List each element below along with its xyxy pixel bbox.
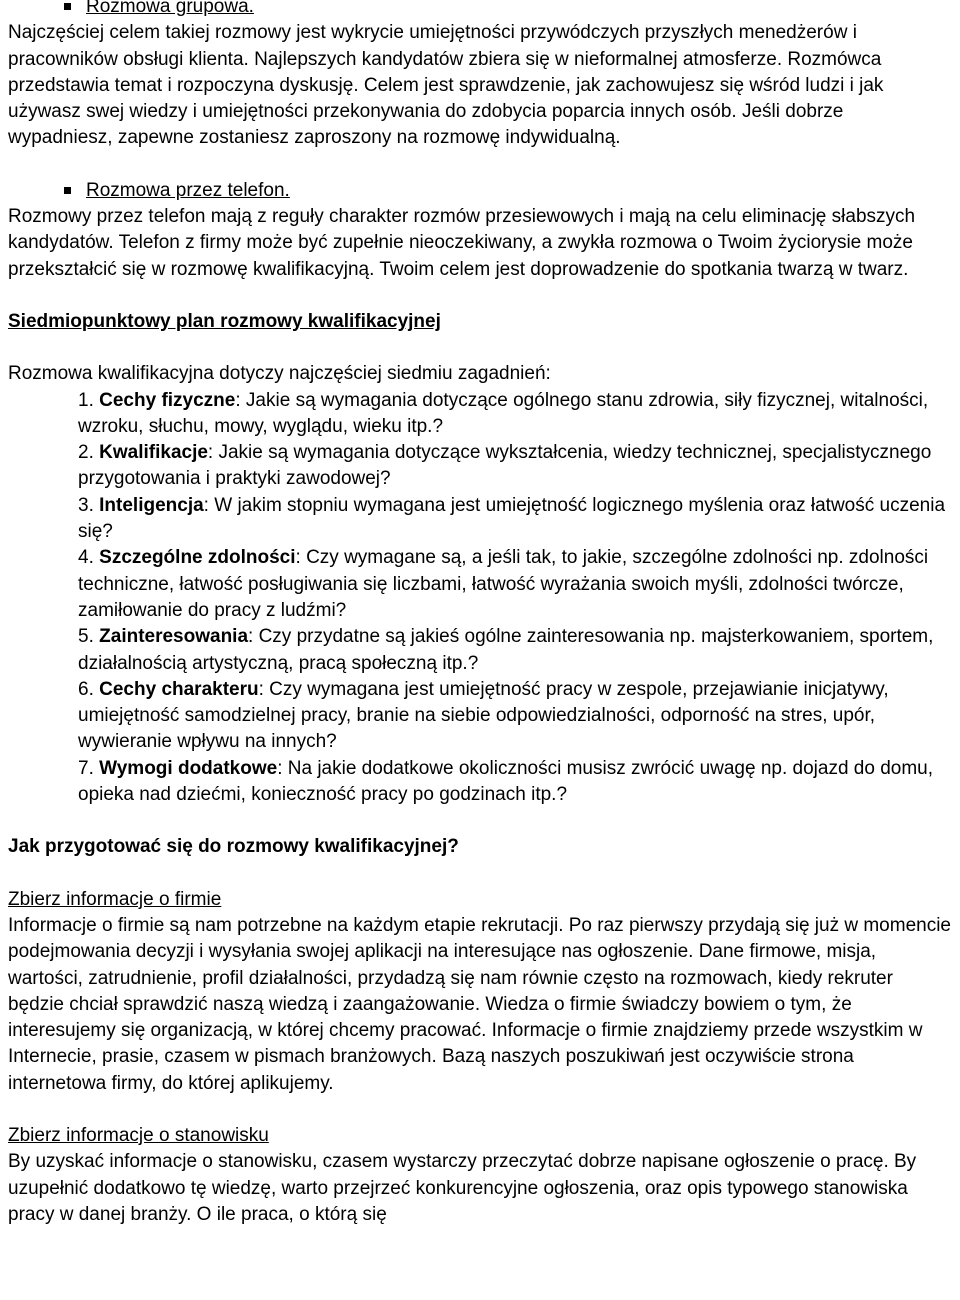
seven-point-plan-title: Siedmiopunktowy plan rozmowy kwalifikacyjnej bbox=[8, 310, 441, 332]
position-info-text: By uzyskać informacje o stanowisku, czasem wystarczy przeczytać dobrze napisane ogłoszenie o pracę. By uzupełnić dodatkowo tę wiedzę, warto przejrzeć konkurencyjne ogłoszenia, oraz opis typowego stanowiska pracy w danej branży. O ile praca, o którą się bbox=[8, 1151, 917, 1225]
list-item: 5. Zainteresowania: Czy przydatne są jakieś ogólne zainteresowania np. majsterkowaniem, sportem, działalnością artystyczną, pracą społeczną itp.? bbox=[78, 626, 934, 674]
phone-interview-heading: Rozmowa przez telefon. bbox=[86, 178, 952, 204]
seven-point-list bbox=[78, 388, 952, 809]
company-info-heading: Zbierz informacje o firmie bbox=[8, 888, 222, 910]
group-interview-text: Najczęściej celem takiej rozmowy jest wykrycie umiejętności przywódczych przyszłych menedżerów i pracowników obsługi klienta. Najlepszych kandydatów zbiera się w nieformalnej atmosferze. Rozmówca przedstawia temat i rozpoczyna dyskusję. Celem jest sprawdzenie, jak zachowujesz się wśród ludzi i jak używasz swej wiedzy i umiejętności przekonywania do zdobycia poparcia innych osób. Jeśli dobrze wypadniesz, zapewne zostaniesz zaproszony na rozmowę indywidualną. bbox=[8, 22, 884, 149]
phone-interview-text: Rozmowy przez telefon mają z reguły charakter rozmów przesiewowych i mają na celu eliminację słabszych kandydatów. Telefon z firmy może być zupełnie nieoczekiwany, a zwykła rozmowa o Twoim życiorysie może przekształcić się w rozmowę kwalifikacyjną. Twoim celem jest doprowadzenie do spotkania twarzą w twarz. bbox=[8, 206, 916, 280]
list-item: 6. Cechy charakteru: Czy wymagana jest umiejętność pracy w zespole, przejawianie inicjatywy, umiejętność samodzielnej pracy, branie na siebie odpowiedzialności, odporność na stres, upór, wywieranie wpływu na innych? bbox=[78, 678, 889, 753]
square-bullet-icon bbox=[64, 3, 71, 10]
company-info-text: Informacje o firmie są nam potrzebne na każdym etapie rekrutacji. Po raz pierwszy przydają się już w momencie podejmowania decyzji i wysyłania swojej aplikacji na interesujące nas ogłoszenie. Dane firmowe, misja, wartości, zatrudnienie, profil działalności, przydadzą się nam równie często na rozmowach, kiedy rekruter będzie chciał sprawdzić naszą wiedzą i zaangażowanie. Wiedza o firmie świadczy bowiem o tym, że interesujemy się organizacją, w której chcemy pracować. Informacje o firmie znajdziemy przede wszystkim w Internecie, prasie, czasem w pismach branżowych. Bazą naszych poszukiwań jest oczywiście strona internetowa firmy, do której aplikujemy. bbox=[8, 914, 951, 1094]
position-info-heading: Zbierz informacje o stanowisku bbox=[8, 1124, 269, 1146]
preparation-title: Jak przygotować się do rozmowy kwalifikacyjnej? bbox=[8, 836, 459, 858]
list-item: 7. Wymogi dodatkowe: Na jakie dodatkowe okoliczności musisz zwrócić uwagę np. dojazd do domu, opieka nad dziećmi, konieczność pracy po godzinach itp.? bbox=[78, 757, 934, 806]
list-item: 3. Inteligencja: W jakim stopniu wymagana jest umiejętność logicznego myślenia oraz łatwość uczenia się? bbox=[78, 494, 946, 543]
list-item: 4. Szczególne zdolności: Czy wymagane są, a jeśli tak, to jakie, szczególne zdolności np. zdolności techniczne, łatwość posługiwania się liczbami, łatwość wyrażania swoich myśli, zdolności twórcze, zamiłowanie do pracy z ludźmi? bbox=[78, 547, 929, 621]
group-interview-heading: Rozmowa grupowa. bbox=[86, 0, 952, 20]
square-bullet-icon bbox=[64, 187, 71, 194]
list-item: 2. Kwalifikacje: Jakie są wymagania dotyczące wykształcenia, wiedzy technicznej, specjalistycznego przygotowania i praktyki zawodowej? bbox=[78, 442, 932, 490]
list-item: 1. Cechy fizyczne: Jakie są wymagania dotyczące ogólnego stanu zdrowia, siły fizycznej, witalności, wzroku, słuchu, mowy, wyglądu, wieku itp.? bbox=[78, 389, 929, 437]
seven-point-plan-intro: Rozmowa kwalifikacyjna dotyczy najczęściej siedmiu zagadnień: bbox=[8, 363, 551, 385]
